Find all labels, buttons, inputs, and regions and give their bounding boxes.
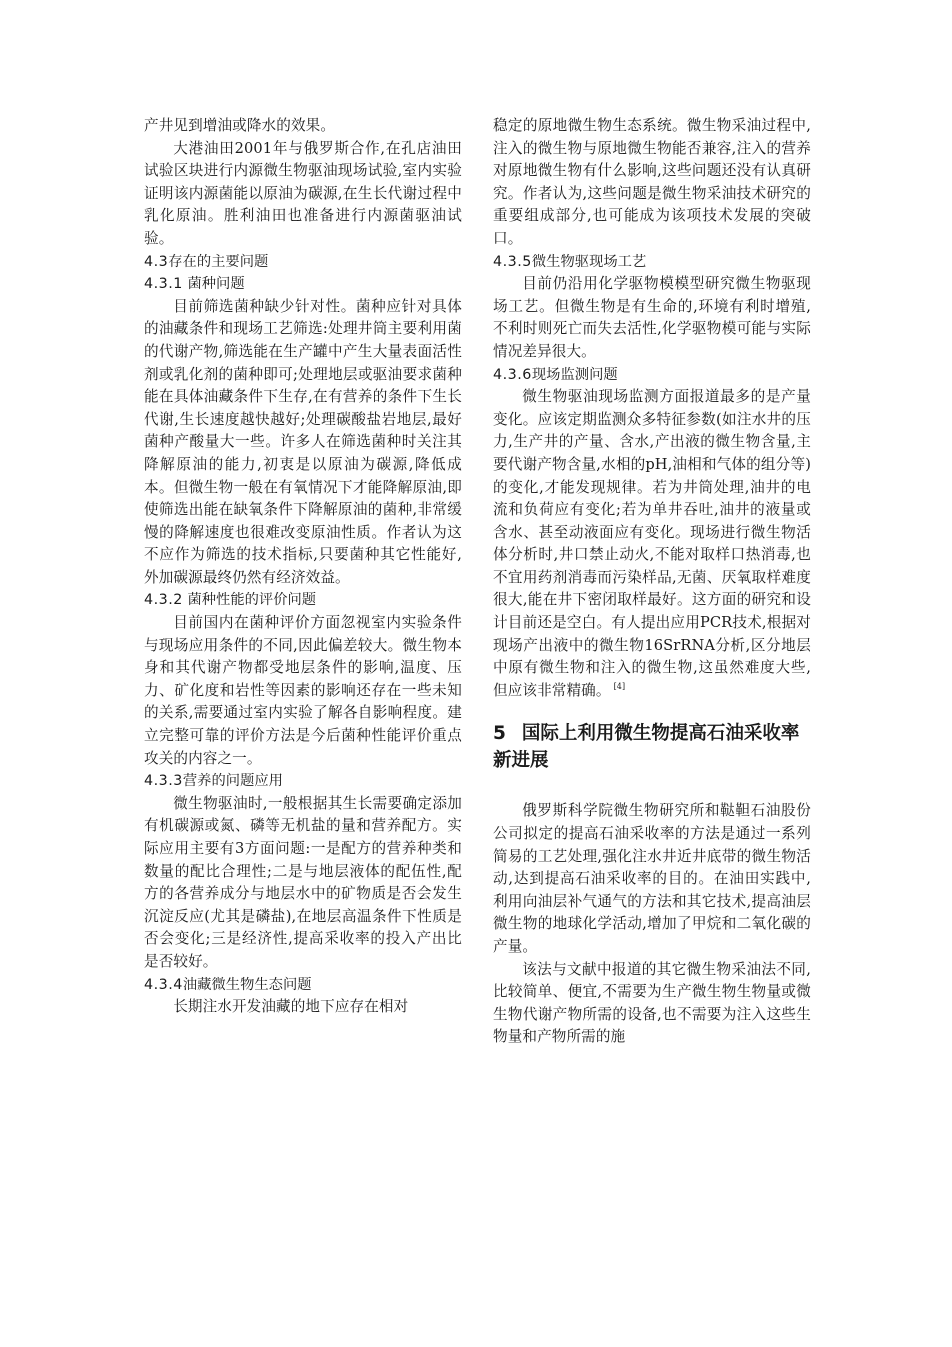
paragraph-dagang-oilfield: 大港油田2001年与俄罗斯合作,在孔店油田试验区块进行内源微生物驱油现场试验,室内实验证明该内源菌能以原油为碳源,在生长代谢过程中乳化原油。胜利油田也准备进行内源菌驱油试验。	[144, 139, 462, 247]
heading-number: 4.3.6	[493, 366, 532, 383]
heading-4-3-5	[493, 251, 811, 274]
heading-title: 存在的主要问题	[168, 253, 269, 270]
paragraph-continued: 产井见到增油或降水的效果。	[144, 117, 336, 134]
paragraph-nutrients: 微生物驱油时,一般根据其生长需要确定添加有机碳源或氮、磷等无机盐的量和营养配方。实际应用主要有3方面问题:一是配方的营养种类和数量的配比合理性;二是与地层液体的配伍性,配方的各营养成分与地层水中的矿物质是否会发生沉淀反应(尤其是磷盐),在地层高温条件下性质是否会变化;三是经济性,提高采收率的投入产出比是否较好。	[144, 794, 462, 970]
heading-number: 4.3.1	[144, 276, 183, 293]
heading-4-3-2	[144, 589, 462, 612]
heading-number: 4.3.4	[144, 976, 183, 993]
paragraph-reservoir-ecology: 长期注水开发油藏的地下应存在相对	[173, 998, 409, 1016]
heading-number: 4.3.2	[144, 592, 183, 609]
heading-number: 4.3	[144, 253, 169, 270]
heading-4-3-3	[144, 770, 462, 793]
heading-number: 4.3.3	[144, 773, 183, 790]
paragraph-strain-issue: 目前筛选菌种缺少针对性。菌种应针对具体的油藏条件和现场工艺筛选:处理井筒主要利用菌的代谢产物,筛选能在生产罐中产生大量表面活性剂或乳化剂的菌种即可;处理地层或驱油要求菌种能在具体油藏条件下生存,在有营养的条件下生长代谢,生长速度越快越好;处理碳酸盐岩地层,最好菌种产酸量大一些。许多人在筛选菌种时关注其降解原油的能力,初衷是以原油为碳源,降低成本。但微生物一般在有氧情况下才能降解原油,即使筛选出能在缺氧条件下降解原油的菌种,非常缓慢的降解速度也很难改变原油性质。作者认为这不应作为筛选的技术指标,只要菌种其它性能好,外加碳源最终仍然有经济效益。	[144, 297, 462, 586]
section-number: 5	[493, 723, 506, 745]
heading-4-3-4	[144, 974, 462, 997]
right-column	[493, 115, 811, 1049]
left-column	[144, 115, 462, 1019]
heading-title: 菌种性能的评价问题	[187, 592, 317, 609]
paragraph-method-comparison: 该法与文献中报道的其它微生物采油法不同,比较简单、便宜,不需要为生产微生物生物量或微生物代谢产物所需的设备,也不需要为注入这些生物量和产物所需的施	[493, 960, 811, 1046]
paragraph-field-process: 目前仍沿用化学驱物模模型研究微生物驱现场工艺。但微生物是有生命的,环境有利时增殖,不利时则死亡而失去活性,化学驱物模可能与实际情况差异很大。	[493, 275, 811, 360]
paragraph-strain-evaluation: 目前国内在菌种评价方面忽视室内实验条件与现场应用条件的不同,因此偏差较大。微生物本身和其代谢产物都受地层条件的影响,温度、压力、矿化度和岩性等因素的影响还存在一些未知的关系,需要通过室内实验了解各自影响程度。建立完整可靠的评价方法是今后菌种性能评价重点攻关的内容之一。	[144, 614, 462, 767]
heading-4-3-6	[493, 364, 811, 387]
heading-title: 微生物驱现场工艺	[531, 253, 647, 270]
heading-title: 营养的问题应用	[182, 773, 283, 790]
citation-reference[interactable]: [4]	[613, 681, 626, 691]
paragraph-russian-method: 俄罗斯科学院微生物研究所和鞑靼石油股份公司拟定的提高石油采收率的方法是通过一系列简易的工艺处理,强化注水井近井底带的微生物活动,达到提高石油采收率的目的。在油田实践中,利用向油层补气通气的方法和其它技术,提高油层微生物的地球化学活动,增加了甲烷和二氧化碳的产量。	[493, 802, 811, 955]
paragraph-text: 微生物驱油现场监测方面报道最多的是产量变化。应该定期监测众多特征参数(如注水井的压力,生产井的产量、含水,产出液的微生物含量,主要代谢产物含量,水相的pH,油相和气体的组分等)的变化,才能发现规律。若为井筒处理,油井的电流和负荷应有变化;若为单井吞吐,油井的液量或含水、甚至动液面应有变化。现场进行微生物活体分析时,井口禁止动火,不能对取样口热消毒,也不宜用药剂消毒而污染样品,无菌、厌氧取样难度很大,能在井下密闭取样最好。这方面的研究和设计目前还是空白。有人提出应用PCR技术,根据对现场产出液中的微生物16SrRNA分析,区分地层中原有微生物和注入的微生物,这虽然难度大些,但应该非常精确。	[493, 388, 811, 699]
heading-title: 油藏微生物生态问题	[182, 976, 312, 993]
section-title: 国际上利用微生物提高石油采收率新进展	[493, 723, 800, 772]
heading-4-3-1	[144, 273, 462, 296]
heading-number: 4.3.5	[493, 253, 532, 270]
heading-title: 菌种问题	[187, 276, 245, 293]
heading-title: 现场监测问题	[531, 366, 618, 383]
paragraph-field-monitoring	[493, 386, 811, 702]
section-5-heading	[493, 720, 811, 774]
paragraph-ecology-continued: 稳定的原地微生物生态系统。微生物采油过程中,注入的微生物与原地微生物能否兼容,注入的营养对原地微生物有什么影响,这些问题还没有认真研究。作者认为,这些问题是微生物采油技术研究的重要组成部分,也可能成为该项技术发展的突破口。	[493, 117, 811, 247]
heading-4-3	[144, 251, 462, 274]
